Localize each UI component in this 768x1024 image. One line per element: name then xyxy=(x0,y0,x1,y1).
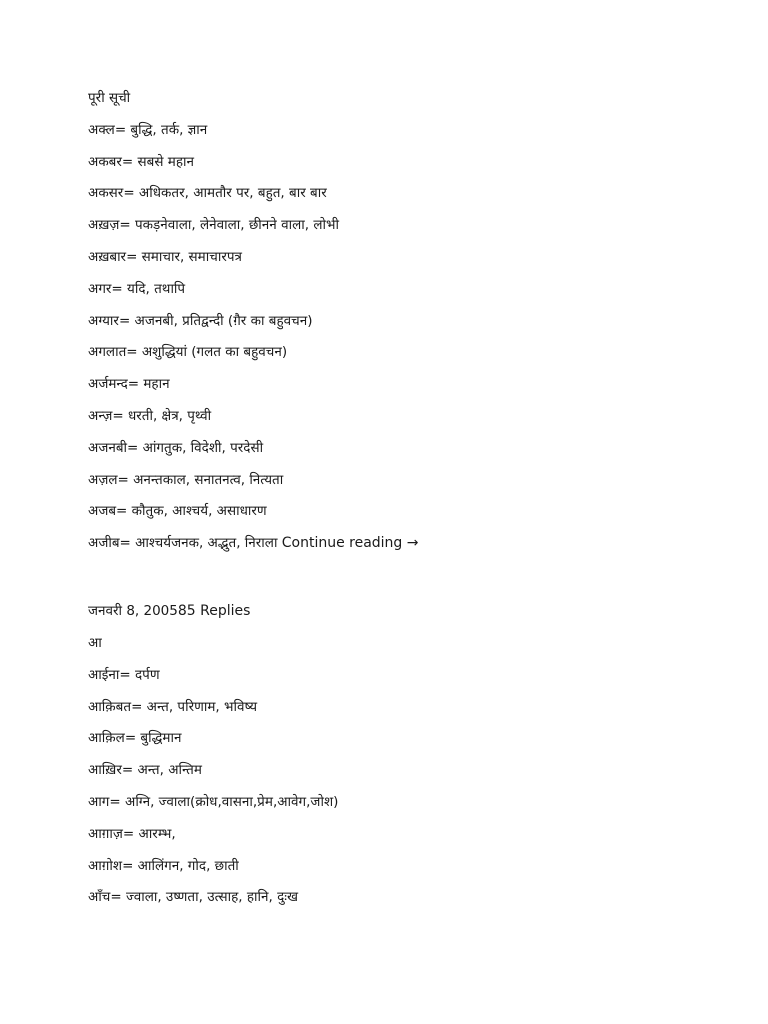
glossary-entry: आख़िर= अन्त, अन्तिम xyxy=(88,762,202,779)
section-1 xyxy=(88,88,728,565)
glossary-entry: अकबर= सबसे महान xyxy=(88,153,194,170)
glossary-entry: अजब= कौतुक, आश्चर्य, असाधारण xyxy=(88,503,267,520)
glossary-entry-text: अजीब= आश्चर्यजनक, अद्भुत, निराला xyxy=(88,535,278,552)
glossary-entry: अगलात= अशुद्धियां (गलत का बहुवचन) xyxy=(88,344,288,361)
glossary-entry: अख़ज़= पकड़नेवाला, लेनेवाला, छीनने वाला, लोभी xyxy=(88,217,339,234)
replies-link[interactable]: 85 Replies xyxy=(177,603,251,619)
glossary-entry: अन्ज़= धरती, क्षेत्र, पृथ्वी xyxy=(88,407,212,424)
glossary-entry: आग़ाज़= आरम्भ, xyxy=(88,825,176,842)
continue-reading-link[interactable]: Continue reading → xyxy=(281,535,419,552)
post-meta xyxy=(88,601,728,621)
section-heading: आ xyxy=(88,635,102,651)
glossary-entry: अख़बार= समाचार, समाचारपत्र xyxy=(88,248,242,265)
glossary-entry: अजनबी= आंगतुक, विदेशी, परदेसी xyxy=(88,439,264,456)
section-2 xyxy=(88,633,728,919)
glossary-entry: आक़िबत= अन्त, परिणाम, भविष्य xyxy=(88,698,258,715)
glossary-entry: अग्यार= अजनबी, प्रतिद्वन्दी (ग़ैर का बहुवचन) xyxy=(88,312,313,329)
glossary-entry: अगर= यदि, तथापि xyxy=(88,280,186,297)
glossary-entry: आग= अग्नि, ज्वाला(क्रोध,वासना,प्रेम,आवेग,जोश) xyxy=(88,793,339,810)
glossary-entry: आईना= दर्पण xyxy=(88,666,160,683)
glossary-entry: अकसर= अधिकतर, आमतौर पर, बहुत, बार बार xyxy=(88,185,327,202)
glossary-entry: आक़िल= बुद्धिमान xyxy=(88,730,182,747)
glossary-entry: आँच= ज्वाला, उष्णता, उत्साह, हानि, दुःख xyxy=(88,889,299,906)
post-date-link[interactable]: जनवरी 8, 2005 xyxy=(88,603,178,619)
section-heading: पूरी सूची xyxy=(88,90,131,106)
glossary-entry: आग़ोश= आलिंगन, गोद, छाती xyxy=(88,857,239,874)
glossary-entry: अज़ल= अनन्तकाल, सनातनत्व, नित्यता xyxy=(88,471,284,488)
glossary-entry-last xyxy=(88,533,728,553)
glossary-entry: अर्जमन्द= महान xyxy=(88,376,170,393)
glossary-entry: अक्ल= बुद्धि, तर्क, ज्ञान xyxy=(88,121,208,138)
